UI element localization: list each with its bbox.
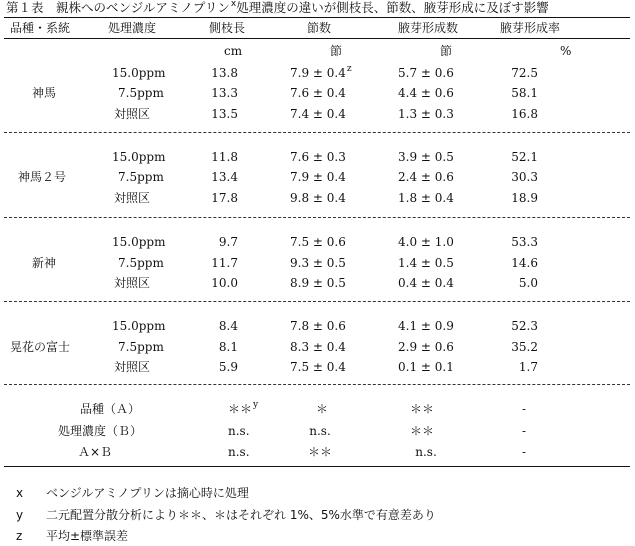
nodes-value: 7.9 ± 0.4 (290, 66, 346, 80)
title-prefix: 第１表 親株へのベンジルアミノプリン (6, 0, 230, 15)
buds-cell: 3.9 ± 0.5 (398, 150, 454, 164)
anova-rate-cell: - (521, 402, 527, 416)
nodes-cell: 7.5 ± 0.4 (290, 360, 346, 374)
group-name: 新神 (32, 256, 57, 270)
rate-cell: 14.6 (511, 256, 538, 270)
rate-cell: 52.1 (511, 150, 538, 164)
length-cell: 13.8 (211, 66, 238, 80)
bottom-rule (4, 466, 630, 467)
group-name: 神馬２号 (18, 170, 67, 184)
nodes-cell: 7.4 ± 0.4 (290, 107, 346, 121)
treatment-cell: 対照区 (114, 276, 151, 290)
length-cell: 5.9 (218, 360, 238, 374)
buds-cell: 1.3 ± 0.3 (398, 107, 454, 121)
treatment-cell: 15.0ppm (112, 150, 166, 164)
anova-length-cell: n.s. (228, 445, 250, 459)
nodes-cell: 7.6 ± 0.3 (290, 150, 346, 164)
rate-cell: 52.3 (511, 319, 538, 333)
anova-buds-cell: ＊＊ (409, 424, 435, 438)
group-name: 晃花の富士 (10, 340, 71, 354)
buds-cell: 1.4 ± 0.5 (398, 256, 454, 270)
length-cell: 8.4 (218, 319, 238, 333)
unit-nodes: 節 (330, 44, 343, 58)
length-cell: 11.7 (211, 256, 238, 270)
length-cell: 9.7 (218, 235, 238, 249)
group-divider (4, 217, 630, 218)
treatment-cell: 7.5ppm (118, 256, 164, 270)
footnote-text: 二元配置分散分析により＊＊、＊はそれぞれ 1%、5%水準で有意差あり (46, 508, 436, 522)
anova-nodes-cell: ＊ (315, 402, 329, 416)
header-treatment: 処理濃度 (108, 21, 157, 35)
buds-cell: 4.0 ± 1.0 (398, 235, 454, 249)
nodes-cell: 7.5 ± 0.6 (290, 235, 346, 249)
title-footnote-mark: x (230, 0, 237, 9)
nodes-cell: 8.9 ± 0.5 (290, 276, 346, 290)
footnote-mark: x (16, 486, 24, 500)
footnote-text: 平均±標準誤差 (46, 529, 129, 543)
treatment-cell: 15.0ppm (112, 235, 166, 249)
anova-buds-cell: ＊＊ (409, 402, 435, 416)
treatment-cell: 7.5ppm (118, 170, 164, 184)
header-branch-length: 側枝長 (209, 21, 246, 35)
treatment-cell: 対照区 (114, 107, 151, 121)
anova-rate-cell: - (521, 424, 527, 438)
header-bud-count: 腋芽形成数 (398, 21, 459, 35)
rate-cell: 16.8 (511, 107, 538, 121)
header-bud-rate: 腋芽形成率 (500, 21, 561, 35)
unit-rate: % (560, 44, 572, 58)
rate-cell: 18.9 (511, 191, 538, 205)
group-divider (4, 132, 630, 133)
length-cell: 11.8 (211, 150, 238, 164)
nodes-cell: 7.8 ± 0.6 (290, 319, 346, 333)
treatment-cell: 15.0ppm (112, 66, 166, 80)
length-cell: 8.1 (218, 340, 238, 354)
footnote-mark: z (16, 529, 23, 543)
rate-cell: 35.2 (511, 340, 538, 354)
buds-cell: 1.8 ± 0.4 (398, 191, 454, 205)
group-divider (4, 301, 630, 302)
rate-cell: 1.7 (518, 360, 538, 374)
header-variety: 品種・系統 (10, 21, 71, 35)
table-title (6, 1, 549, 15)
anova-length-cell: n.s. (228, 424, 250, 438)
anova-buds-cell: n.s. (415, 445, 437, 459)
buds-cell: 5.7 ± 0.6 (398, 66, 454, 80)
buds-cell: 4.4 ± 0.6 (398, 86, 454, 100)
footnote-mark: y (16, 508, 24, 522)
nodes-cell: 7.6 ± 0.4 (290, 86, 346, 100)
anova-footnote-mark: y (253, 400, 259, 410)
buds-cell: 0.4 ± 0.4 (398, 276, 454, 290)
length-cell: 17.8 (211, 191, 238, 205)
buds-cell: 2.9 ± 0.6 (398, 340, 454, 354)
top-rule (4, 17, 630, 18)
footnote-text: ベンジルアミノプリンは摘心時に処理 (46, 486, 249, 500)
rate-cell: 58.1 (511, 86, 538, 100)
nodes-cell: 9.3 ± 0.5 (290, 256, 346, 270)
rate-cell: 5.0 (518, 276, 538, 290)
unit-buds: 節 (440, 44, 453, 58)
treatment-cell: 15.0ppm (112, 319, 166, 333)
nodes-cell: 8.3 ± 0.4 (290, 340, 346, 354)
buds-cell: 0.1 ± 0.1 (398, 360, 454, 374)
group-name: 神馬 (32, 86, 57, 100)
rate-cell: 53.3 (511, 235, 538, 249)
anova-length-value: ＊＊ (228, 402, 253, 416)
buds-cell: 4.1 ± 0.9 (398, 319, 454, 333)
anova-nodes-cell: n.s. (309, 424, 331, 438)
nodes-cell: 7.9 ± 0.4 (290, 170, 346, 184)
length-cell: 13.4 (211, 170, 238, 184)
anova-label: 品種（Ａ） (80, 402, 141, 416)
anova-rate-cell: - (521, 445, 527, 459)
nodes-cell: 9.8 ± 0.4 (290, 191, 346, 205)
treatment-cell: 対照区 (114, 191, 151, 205)
length-cell: 13.5 (211, 107, 238, 121)
length-cell: 13.3 (211, 86, 238, 100)
nodes-cell (290, 66, 352, 80)
anova-length-cell (228, 402, 258, 416)
rate-cell: 72.5 (511, 66, 538, 80)
title-suffix: 処理濃度の違いが側枝長、節数、腋芽形成に及ぼす影響 (236, 0, 549, 15)
treatment-cell: 対照区 (114, 360, 151, 374)
rate-cell: 30.3 (511, 170, 538, 184)
header-rule (4, 38, 630, 39)
buds-cell: 2.4 ± 0.6 (398, 170, 454, 184)
treatment-cell: 7.5ppm (118, 86, 164, 100)
nodes-footnote-mark: z (346, 64, 352, 74)
anova-label: 処理濃度（Ｂ） (58, 424, 143, 438)
anova-nodes-cell: ＊＊ (307, 445, 333, 459)
unit-length: cm (224, 44, 243, 58)
treatment-cell: 7.5ppm (118, 340, 164, 354)
anova-label: Ａ×Ｂ (78, 445, 113, 459)
header-node-count: 節数 (307, 21, 332, 35)
group-divider (4, 384, 630, 385)
length-cell: 10.0 (211, 276, 238, 290)
